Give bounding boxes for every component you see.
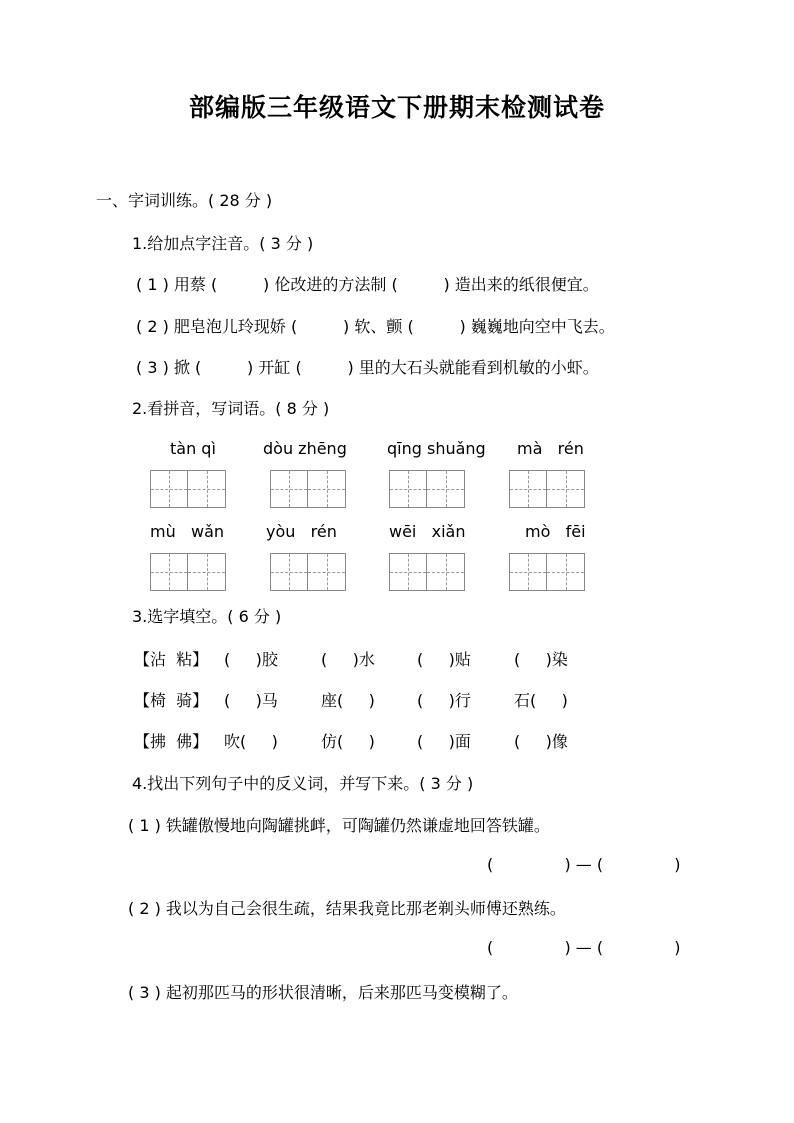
page-title: 部编版三年级语文下册期末检测试卷	[188, 93, 605, 122]
writing-grid[interactable]	[270, 470, 346, 508]
fill-item: ( )像	[514, 732, 568, 751]
fill-item: 座( )	[321, 691, 375, 710]
fill-item: ( )贴	[417, 650, 471, 669]
grid-cell[interactable]	[427, 470, 465, 508]
writing-grid[interactable]	[389, 470, 465, 508]
writing-grid[interactable]	[389, 553, 465, 591]
question-1-item: ( 3 ) 掀 ( ) 开缸 ( ) 里的大石头就能看到机敏的小虾。	[136, 358, 599, 377]
fill-item: ( )行	[417, 691, 471, 710]
grid-cell[interactable]	[389, 553, 427, 591]
char-group: 【拂 佛】	[134, 732, 209, 751]
pinyin-label: yòu rén	[266, 522, 337, 541]
grid-cell[interactable]	[270, 553, 308, 591]
grid-cell[interactable]	[188, 553, 226, 591]
pinyin-label: mò fēi	[525, 522, 586, 541]
fill-item: ( )面	[417, 732, 471, 751]
fill-item: ( )水	[321, 650, 375, 669]
writing-grid[interactable]	[509, 553, 585, 591]
question-2-label: 2.看拼音，写词语。( 8 分 )	[132, 399, 330, 418]
answer-blank: ( ) — ( )	[487, 855, 681, 874]
question-4-item: ( 3 ) 起初那匹马的形状很清晰，后来那匹马变模糊了。	[128, 983, 518, 1002]
question-4-label: 4.找出下列句子中的反义词，并写下来。( 3 分 )	[132, 774, 474, 793]
grid-cell[interactable]	[150, 470, 188, 508]
fill-item: 石( )	[514, 691, 568, 710]
question-1-label: 1.给加点字注音。( 3 分 )	[132, 234, 314, 253]
grid-cell[interactable]	[270, 470, 308, 508]
writing-grid[interactable]	[150, 470, 226, 508]
question-1-item: ( 2 ) 肥皂泡儿玲现娇 ( ) 软、颤 ( ) 巍巍地向空中飞去。	[136, 317, 615, 336]
answer-blank: ( ) — ( )	[487, 938, 681, 957]
fill-item: 仿( )	[321, 732, 375, 751]
writing-grid[interactable]	[509, 470, 585, 508]
question-3-label: 3.选字填空。( 6 分 )	[132, 607, 282, 626]
grid-cell[interactable]	[547, 553, 585, 591]
fill-item: ( )马	[224, 691, 278, 710]
grid-cell[interactable]	[188, 470, 226, 508]
question-4-item: ( 2 ) 我以为自己会很生疏，结果我竟比那老剃头师傅还熟练。	[128, 899, 566, 918]
pinyin-label: mà rén	[517, 439, 584, 458]
pinyin-label: wēi xiǎn	[389, 522, 466, 541]
grid-cell[interactable]	[389, 470, 427, 508]
pinyin-label: tàn qì	[170, 439, 216, 458]
grid-cell[interactable]	[150, 553, 188, 591]
grid-cell[interactable]	[427, 553, 465, 591]
fill-item: ( )胶	[224, 650, 278, 669]
writing-grid[interactable]	[150, 553, 226, 591]
grid-cell[interactable]	[509, 553, 547, 591]
grid-cell[interactable]	[547, 470, 585, 508]
grid-cell[interactable]	[308, 470, 346, 508]
char-group: 【椅 骑】	[134, 691, 209, 710]
pinyin-label: dòu zhēng	[263, 439, 347, 458]
writing-grid[interactable]	[270, 553, 346, 591]
pinyin-label: mù wǎn	[150, 522, 225, 541]
question-1-item: ( 1 ) 用蔡 ( ) 伦改进的方法制 ( ) 造出来的纸很便宜。	[136, 275, 599, 294]
pinyin-label: qīng shuǎng	[387, 439, 486, 458]
grid-cell[interactable]	[509, 470, 547, 508]
grid-cell[interactable]	[308, 553, 346, 591]
section-heading: 一、字词训练。( 28 分 )	[96, 191, 273, 210]
question-4-item: ( 1 ) 铁罐傲慢地向陶罐挑衅，可陶罐仍然谦虚地回答铁罐。	[128, 816, 550, 835]
fill-item: 吹( )	[224, 732, 278, 751]
fill-item: ( )染	[514, 650, 568, 669]
char-group: 【沾 粘】	[134, 650, 209, 669]
